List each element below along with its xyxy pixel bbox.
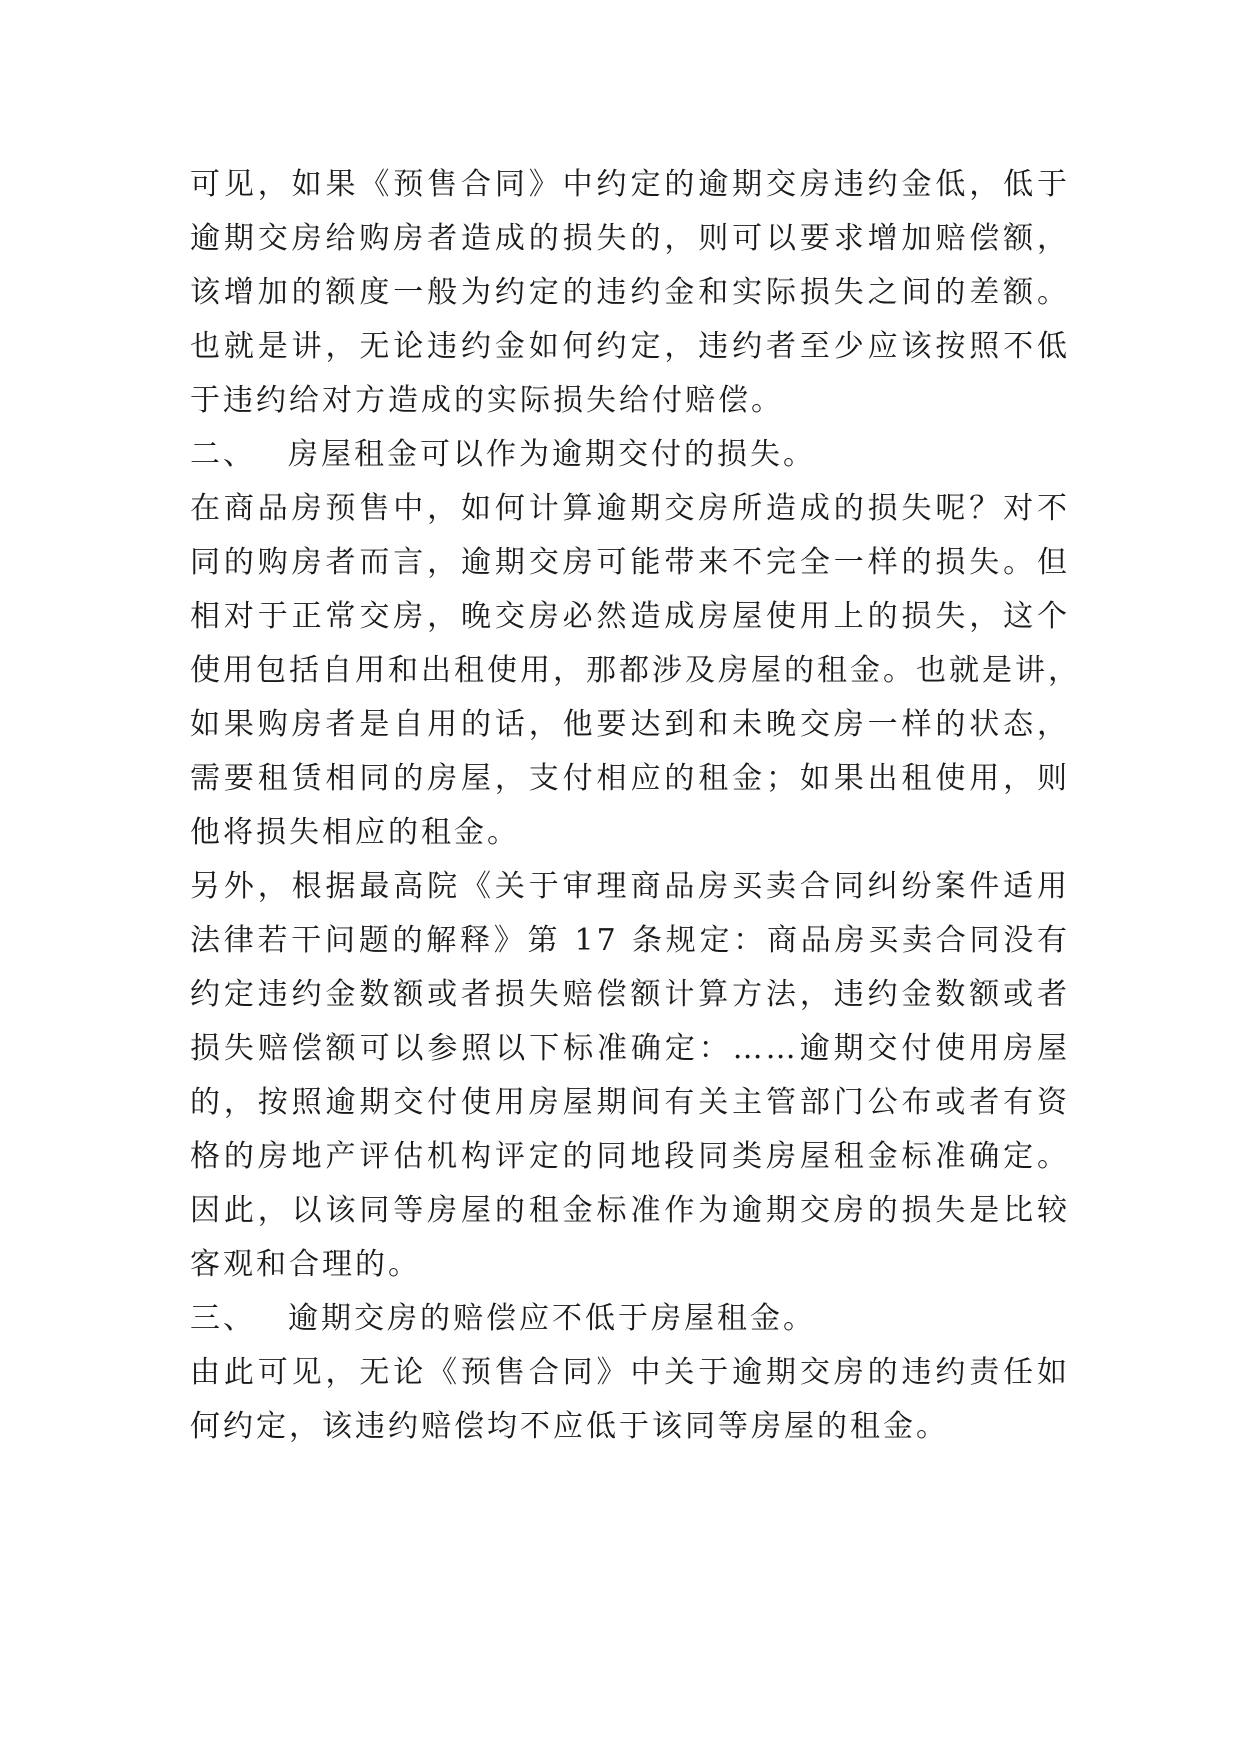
paragraph-line: 在商品房预售中，如何计算逾期交房所造成的损失呢？对不 [190, 491, 1070, 526]
paragraph-line: 格的房地产评估机构评定的同地段同类房屋租金标准确定。 [190, 1139, 1070, 1174]
paragraph-line: 他将损失相应的租金。 [190, 815, 520, 850]
paragraph-line: 法律若干问题的解释》第 17 条规定：商品房买卖合同没有 [190, 923, 1070, 958]
paragraph-line: 需要租赁相同的房屋，支付相应的租金；如果出租使用，则 [190, 761, 1070, 796]
paragraph-line: 可见，如果《预售合同》中约定的逾期交房违约金低，低于 [190, 167, 1070, 202]
document-body [190, 158, 1081, 1454]
section-number: 三、 [190, 1301, 256, 1336]
paragraph-line: 另外，根据最高院《关于审理商品房买卖合同纠纷案件适用 [190, 869, 1070, 904]
paragraph-line: 相对于正常交房，晚交房必然造成房屋使用上的损失，这个 [190, 599, 1070, 634]
paragraph-line: 的，按照逾期交付使用房屋期间有关主管部门公布或者有资 [190, 1085, 1070, 1120]
paragraph-line: 约定违约金数额或者损失赔偿额计算方法，违约金数额或者 [190, 977, 1070, 1012]
paragraph-line: 客观和合理的。 [190, 1247, 421, 1282]
section-heading-3 [190, 1292, 1070, 1346]
section-title: 逾期交房的赔偿应不低于房屋租金。 [288, 1301, 816, 1336]
paragraph-line: 使用包括自用和出租使用，那都涉及房屋的租金。也就是讲， [190, 653, 1081, 688]
paragraph-line: 于违约给对方造成的实际损失给付赔偿。 [190, 383, 784, 418]
section-heading-2 [190, 428, 1070, 482]
paragraph-line: 如果购房者是自用的话，他要达到和未晚交房一样的状态， [190, 707, 1070, 742]
paragraph-line: 因此，以该同等房屋的租金标准作为逾期交房的损失是比较 [190, 1193, 1070, 1228]
paragraph-line: 该增加的额度一般为约定的违约金和实际损失之间的差额。 [190, 275, 1070, 310]
paragraph-line: 逾期交房给购房者造成的损失的，则可以要求增加赔偿额， [190, 221, 1070, 256]
paragraph-line: 损失赔偿额可以参照以下标准确定：……逾期交付使用房屋 [190, 1031, 1070, 1066]
section-title: 房屋租金可以作为逾期交付的损失。 [288, 437, 816, 472]
paragraph-line: 何约定，该违约赔偿均不应低于该同等房屋的租金。 [190, 1409, 949, 1444]
paragraph-line: 同的购房者而言，逾期交房可能带来不完全一样的损失。但 [190, 545, 1070, 580]
paragraph-line: 由此可见，无论《预售合同》中关于逾期交房的违约责任如 [190, 1355, 1070, 1390]
paragraph-line: 也就是讲，无论违约金如何约定，违约者至少应该按照不低 [190, 329, 1070, 364]
section-number: 二、 [190, 437, 256, 472]
